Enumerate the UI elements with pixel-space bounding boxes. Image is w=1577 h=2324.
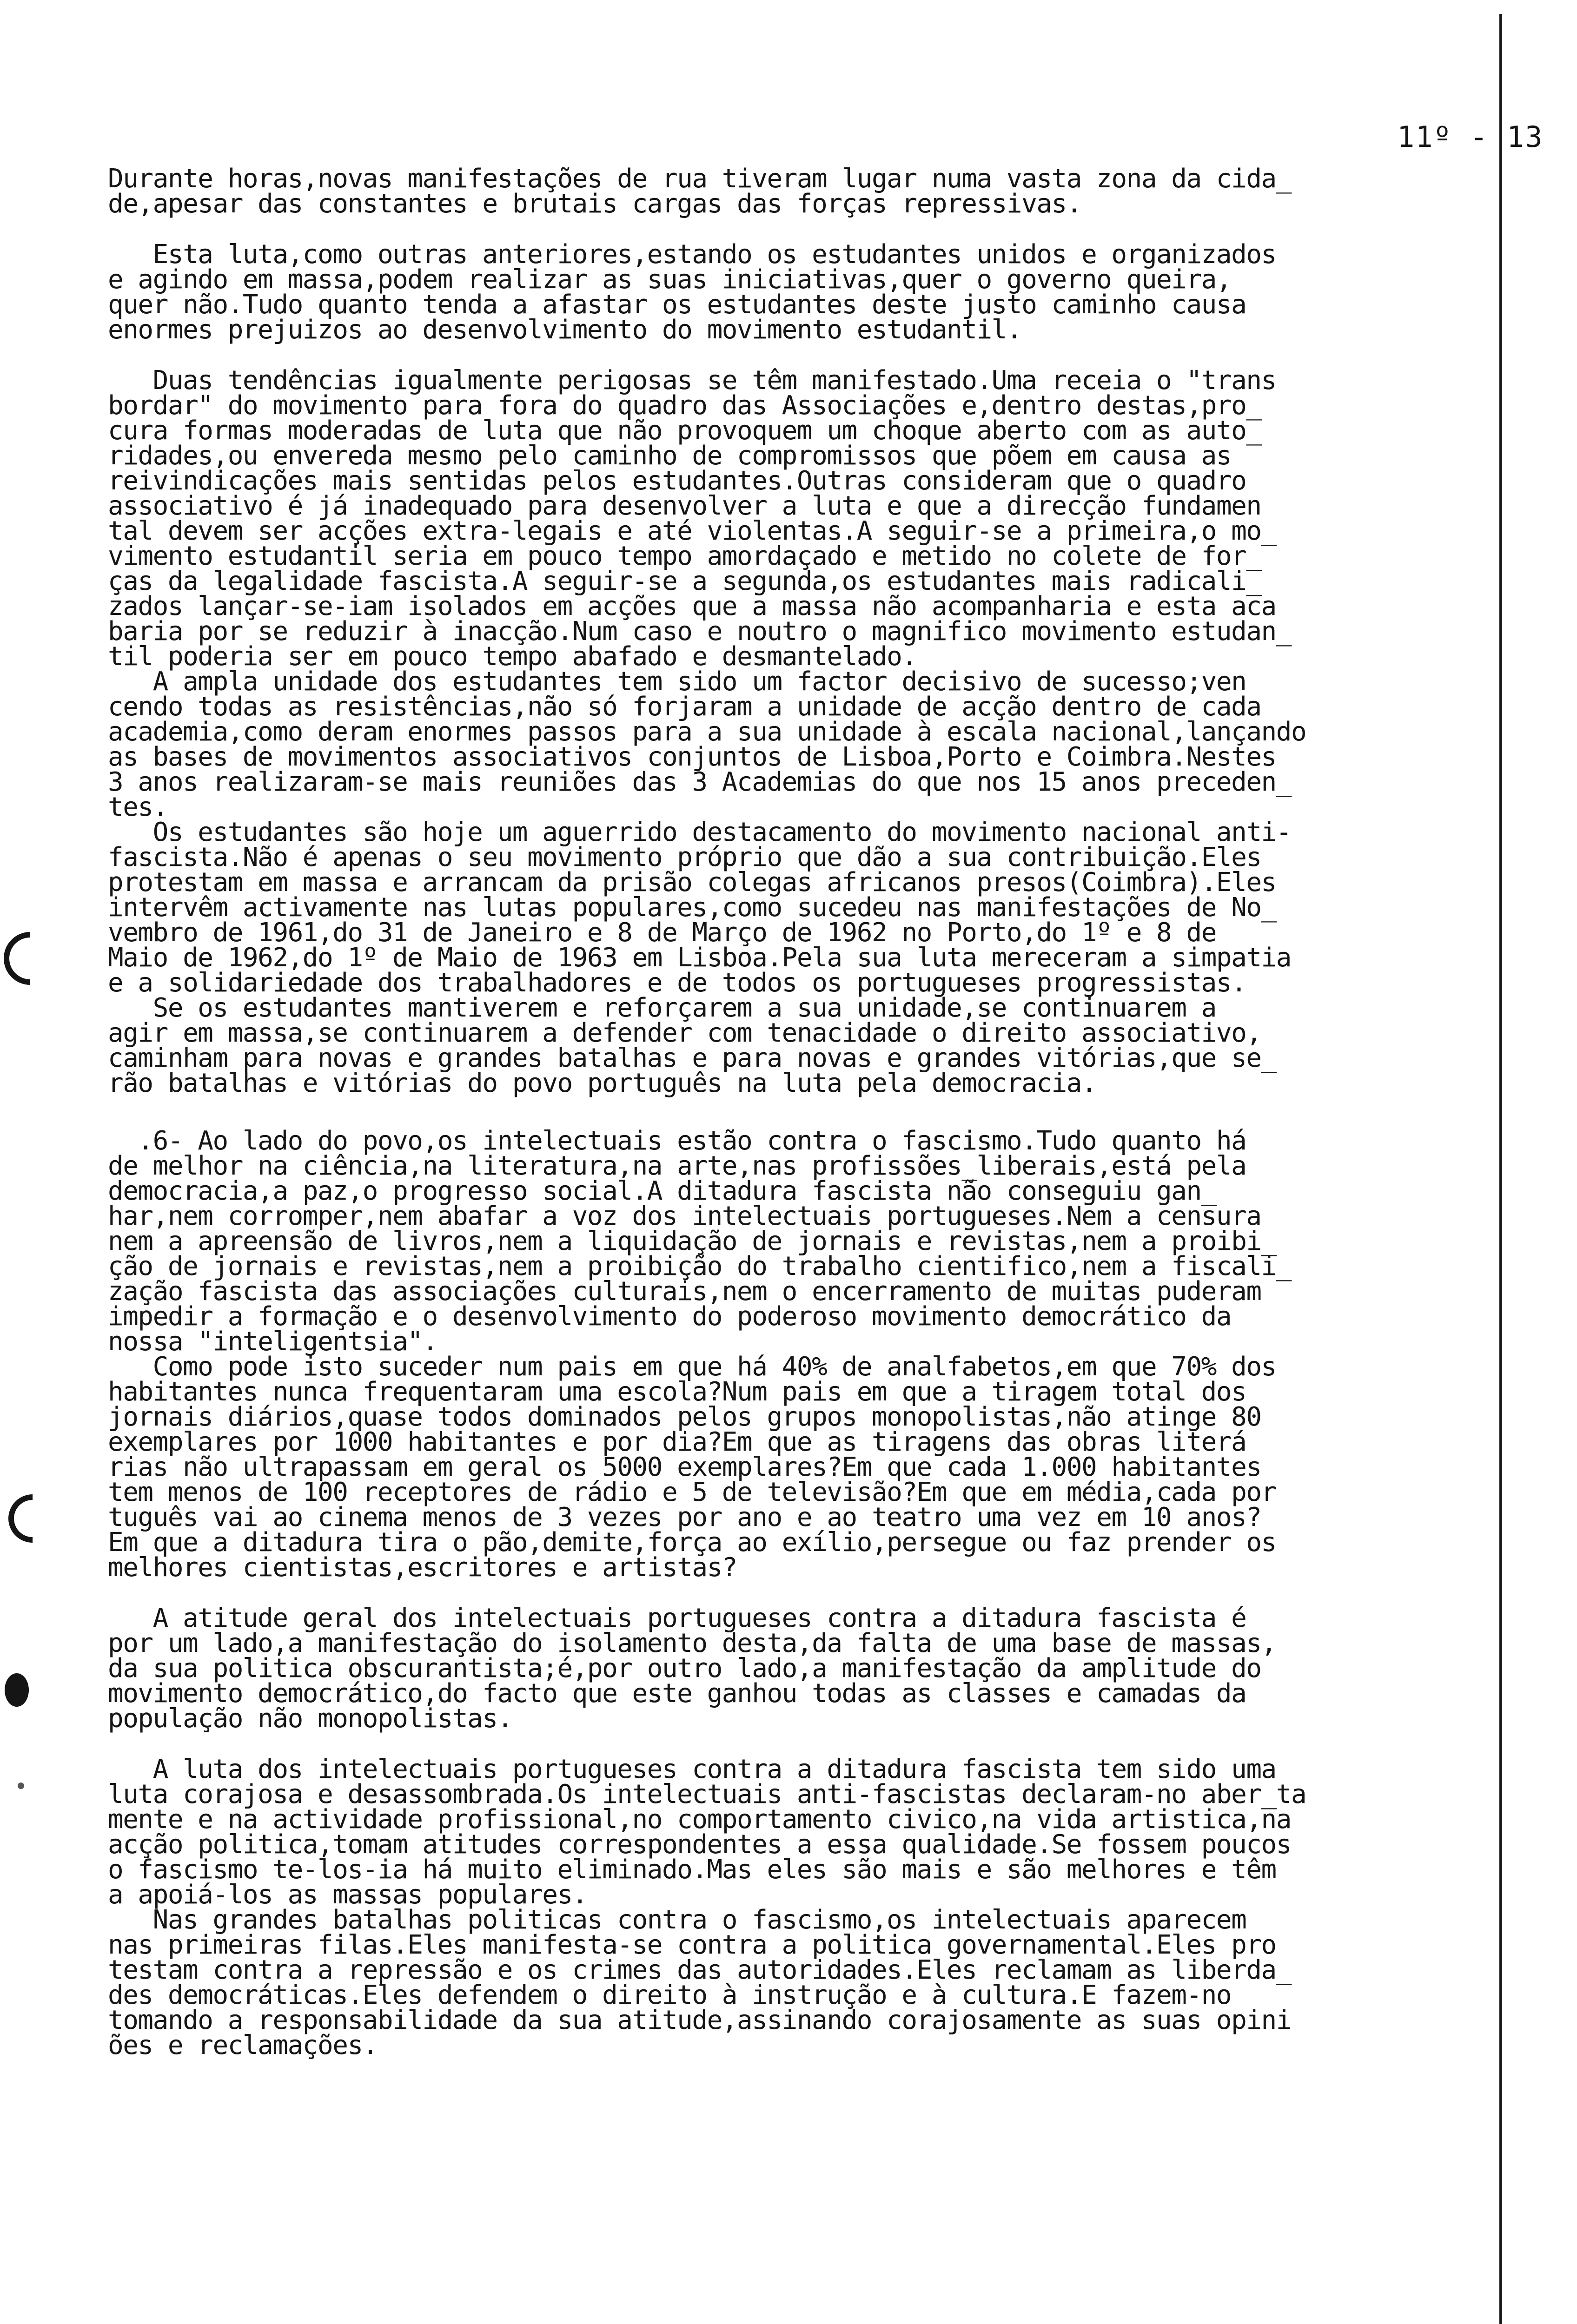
text-line: testam contra a repressão e os crimes das autoridades.Eles reclamam as liberda_ (108, 1955, 1291, 1985)
text-line: de,apesar das constantes e brutais cargas das forças repressivas. (108, 189, 1081, 219)
text-line: democracia,a paz,o progresso social.A ditadura fascista não conseguiu gan_ (108, 1176, 1216, 1206)
text-line: luta corajosa e desassombrada.Os intelectuais anti-fascistas declaram-no aber_ta (108, 1779, 1306, 1809)
text-line: ões e reclamações. (108, 2030, 378, 2060)
text-line: baria por se reduzir à inacção.Num caso e noutro o magnifico movimento estudan_ (108, 616, 1291, 647)
text-line: caminham para novas e grandes batalhas e para novas e grandes vitórias,que se_ (108, 1043, 1276, 1073)
text-line: exemplares por 1000 habitantes e por dia?Em que as tiragens das obras literá (108, 1427, 1246, 1457)
text-line: har,nem corromper,nem abafar a voz dos intelectuais portugueses.Nem a censura (108, 1201, 1261, 1231)
text-line: quer não.Tudo quanto tenda a afastar os estudantes deste justo caminho causa (108, 290, 1246, 320)
text-line: nossa "inteligentsia". (108, 1327, 437, 1357)
text-line: bordar" do movimento para fora do quadro das Associações e,dentro destas,pro_ (108, 390, 1261, 421)
ink-speck (18, 1783, 24, 1789)
punch-hole-dot (5, 1673, 29, 1707)
text-line: movimento democrático,do facto que este ganhou todas as classes e camadas da (108, 1678, 1246, 1709)
paragraph (108, 1126, 1572, 1583)
text-line: rias não ultrapassam em geral os 5000 exemplares?Em que cada 1.000 habitantes (108, 1452, 1261, 1482)
text-line: nas primeiras filas.Eles manifesta-se contra a politica governamental.Eles pro (108, 1930, 1276, 1960)
text-line: A atitude geral dos intelectuais portugueses contra a ditadura fascista é (108, 1603, 1246, 1633)
text-line: Nas grandes batalhas politicas contra o fascismo,os intelectuais aparecem (108, 1905, 1246, 1935)
text-line: jornais diários,quase todos dominados pelos grupos monopolistas,não atinge 80 (108, 1402, 1261, 1432)
text-line: melhores cientistas,escritores e artistas? (108, 1552, 737, 1583)
text-line: e a solidariedade dos trabalhadores e de todos os portugueses progressistas. (108, 968, 1246, 998)
paragraph (108, 365, 1572, 1098)
text-line: rão batalhas e vitórias do povo português na luta pela democracia. (108, 1068, 1097, 1098)
text-line: Maio de 1962,do 1º de Maio de 1963 em Lisboa.Pela sua luta mereceram a simpatia (108, 943, 1291, 973)
text-line: por um lado,a manifestação do isolamento desta,da falta de uma base de massas, (108, 1628, 1276, 1658)
text-line: população não monopolistas. (108, 1703, 512, 1734)
text-line: acção politica,tomam atitudes correspondentes a essa qualidade.Se fossem poucos (108, 1829, 1291, 1860)
text-line: mente e na actividade profissional,no comportamento civico,na vida artistica,na (108, 1804, 1291, 1835)
text-line: til poderia ser em pouco tempo abafado e desmantelado. (108, 641, 917, 672)
text-line: ças da legalidade fascista.A seguir-se a segunda,os estudantes mais radicali_ (108, 566, 1261, 596)
text-line: tes. (108, 792, 168, 822)
text-line: academia,como deram enormes passos para a sua unidade à escala nacional,lançando (108, 717, 1306, 747)
text-line: nem a apreensão de livros,nem a liquidação de jornais e revistas,nem a proibi_ (108, 1226, 1276, 1256)
text-line: a apoiá-los as massas populares. (108, 1880, 587, 1910)
text-line: zados lançar-se-iam isolados em acções que a massa não acompanharia e esta aca (108, 591, 1276, 621)
text-line: as bases de movimentos associativos conjuntos de Lisboa,Porto e Coimbra.Nestes (108, 742, 1276, 772)
text-line: vembro de 1961,do 31 de Janeiro e 8 de Março de 1962 no Porto,do 1º e 8 de (108, 918, 1216, 948)
body-text (108, 166, 1572, 2058)
punch-hole-ring-middle (0, 1484, 67, 1552)
text-line: e agindo em massa,podem realizar as suas iniciativas,quer o governo queira, (108, 264, 1232, 295)
paragraph (108, 1754, 1572, 2060)
paragraph (108, 166, 1572, 217)
text-line: agir em massa,se continuarem a defender com tenacidade o direito associativo, (108, 1018, 1261, 1048)
punch-hole-ring-upper (0, 921, 68, 996)
text-line: Se os estudantes mantiverem e reforçarem a sua unidade,se continuarem a (108, 993, 1216, 1023)
text-line: o fascismo te-los-ia há muito eliminado.Mas eles são mais e são melhores e têm (108, 1855, 1276, 1885)
text-line: associativo é já inadequado para desenvolver a luta e que a direcção fundamen (108, 491, 1261, 521)
text-line: ridades,ou envereda mesmo pelo caminho de compromissos que põem em causa as (108, 441, 1232, 471)
paragraph (108, 1603, 1572, 1734)
text-line: 3 anos realizaram-se mais reuniões das 3 Academias do que nos 15 anos preceden_ (108, 767, 1291, 797)
text-line: A ampla unidade dos estudantes tem sido um factor decisivo de sucesso;ven (108, 667, 1246, 697)
text-line: intervêm activamente nas lutas populares,como sucedeu nas manifestações de No_ (108, 892, 1276, 923)
text-line: tal devem ser acções extra-legais e até violentas.A seguir-se a primeira,o mo_ (108, 516, 1276, 546)
text-line: A luta dos intelectuais portugueses contra a ditadura fascista tem sido uma (108, 1754, 1276, 1784)
text-line: de melhor na ciência,na literatura,na arte,nas profissões_liberais,está pela (108, 1151, 1246, 1181)
paragraph (108, 239, 1572, 345)
text-line: Em que a ditadura tira o pão,demite,força ao exílio,persegue ou faz prender os (108, 1527, 1276, 1558)
text-line: .6- Ao lado do povo,os intelectuais estão contra o fascismo.Tudo quanto há (108, 1126, 1246, 1156)
text-line: tomando a responsabilidade da sua atitude,assinando corajosamente as suas opini (108, 2005, 1291, 2035)
text-line: da sua politica obscurantista;é,por outro lado,a manifestação da amplitude do (108, 1653, 1261, 1684)
text-line: vimento estudantil seria em pouco tempo amordaçado e metido no colete de for_ (108, 541, 1261, 571)
text-line: zação fascista das associações culturais,nem o encerramento de muitas puderam (108, 1276, 1261, 1307)
text-line: cura formas moderadas de luta que não provoquem um choque aberto com as auto_ (108, 416, 1261, 446)
text-line: Duas tendências igualmente perigosas se têm manifestado.Uma receia o "trans (108, 365, 1276, 396)
text-line: impedir a formação e o desenvolvimento do poderoso movimento democrático da (108, 1301, 1232, 1332)
page-number: 11º - 13 (1397, 120, 1544, 154)
text-line: tuguês vai ao cinema menos de 3 vezes por ano e ao teatro uma vez em 10 anos? (108, 1502, 1261, 1532)
text-line: fascista.Não é apenas o seu movimento próprio que dão a sua contribuição.Eles (108, 842, 1261, 872)
text-line: protestam em massa e arrancam da prisão colegas africanos presos(Coimbra).Eles (108, 867, 1276, 898)
text-line: habitantes nunca frequentaram uma escola?Num pais em que a tiragem total dos (108, 1377, 1246, 1407)
text-line: ção de jornais e revistas,nem a proibição do trabalho cientifico,nem a fiscali_ (108, 1251, 1291, 1281)
text-line: enormes prejuizos ao desenvolvimento do movimento estudantil. (108, 315, 1022, 345)
text-line: des democráticas.Eles defendem o direito à instrução e à cultura.E fazem-no (108, 1980, 1232, 2010)
text-line: tem menos de 100 receptores de rádio e 5 de televisão?Em que em média,cada por (108, 1477, 1276, 1507)
text-line: Esta luta,como outras anteriores,estando os estudantes unidos e organizados (108, 239, 1276, 270)
page-edge-gap (1492, 0, 1576, 14)
text-line: cendo todas as resistências,não só forjaram a unidade de acção dentro de cada (108, 692, 1261, 722)
text-line: Os estudantes são hoje um aguerrido destacamento do movimento nacional anti- (108, 817, 1291, 847)
text-line: Como pode isto suceder num pais em que há 40% de analfabetos,em que 70% dos (108, 1352, 1276, 1382)
text-line: Durante horas,novas manifestações de rua tiveram lugar numa vasta zona da cida_ (108, 164, 1291, 194)
text-line: reivindicações mais sentidas pelos estudantes.Outras consideram que o quadro (108, 466, 1246, 496)
